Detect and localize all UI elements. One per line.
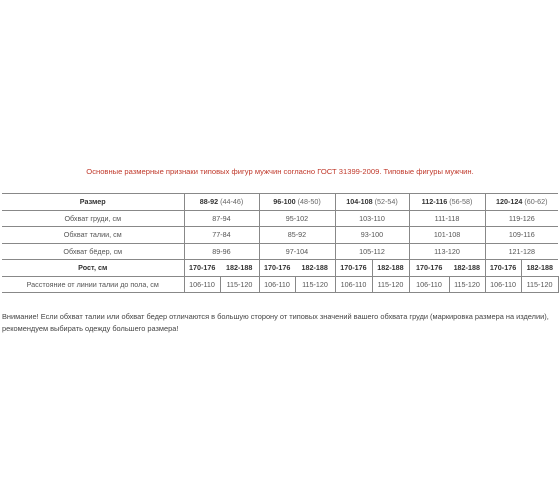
table-cell: 85-92 <box>259 227 335 244</box>
table-cell: 170-176 <box>409 260 449 277</box>
table-cell: 106-110 <box>335 276 372 293</box>
table-cell: 115-120 <box>372 276 409 293</box>
table-cell: 106-110 <box>184 276 220 293</box>
table-cell: 170-176 <box>335 260 372 277</box>
row-label: Обхват талии, см <box>2 227 184 244</box>
table-cell: 109-116 <box>485 227 558 244</box>
table-cell: 87-94 <box>184 210 259 227</box>
table-cell: 105-112 <box>335 243 409 260</box>
warning-note: Внимание! Если обхват талии или обхват бедер отличаются в большую сторону от типовых значений вашего обхвата груди (маркировка размера на изделии), рекомендуем выбирать одежду большего размера! <box>2 312 549 333</box>
table-cell: 111-118 <box>409 210 485 227</box>
header-size-cell: 120-124 (60-62) <box>485 194 558 211</box>
table-cell: 182-188 <box>449 260 485 277</box>
table-cell: 115-120 <box>295 276 335 293</box>
table-cell: 182-188 <box>372 260 409 277</box>
row-label: Расстояние от линии талии до пола, см <box>2 276 184 293</box>
table-cell: 106-110 <box>409 276 449 293</box>
table-cell: 97-104 <box>259 243 335 260</box>
table-cell: 106-110 <box>259 276 295 293</box>
row-label: Рост, см <box>2 260 184 277</box>
row-label: Обхват бёдер, см <box>2 243 184 260</box>
row-label: Обхват груди, см <box>2 210 184 227</box>
table-cell: 95-102 <box>259 210 335 227</box>
table-cell: 101-108 <box>409 227 485 244</box>
table-cell: 106-110 <box>485 276 521 293</box>
table-cell: 115-120 <box>521 276 558 293</box>
table-row-waist <box>2 227 558 244</box>
table-row-distance <box>2 276 558 293</box>
size-chart-table <box>2 193 559 293</box>
table-cell: 170-176 <box>259 260 295 277</box>
header-size-cell: 96-100 (48-50) <box>259 194 335 211</box>
table-cell: 93-100 <box>335 227 409 244</box>
table-cell: 170-176 <box>184 260 220 277</box>
header-size-label: Размер <box>2 194 184 211</box>
table-caption: Основные размерные признаки типовых фигур мужчин согласно ГОСТ 31399-2009. Типовые фигуры мужчин. <box>86 167 474 176</box>
header-size-cell: 112-116 (56-58) <box>409 194 485 211</box>
table-cell: 115-120 <box>220 276 259 293</box>
table-cell: 182-188 <box>295 260 335 277</box>
table-cell: 119-126 <box>485 210 558 227</box>
table-cell: 103-110 <box>335 210 409 227</box>
table-cell: 89-96 <box>184 243 259 260</box>
table-cell: 77-84 <box>184 227 259 244</box>
header-size-cell: 104-108 (52-54) <box>335 194 409 211</box>
header-size-cell: 88-92 (44-46) <box>184 194 259 211</box>
table-cell: 121-128 <box>485 243 558 260</box>
table-row-height <box>2 260 558 277</box>
table-cell: 182-188 <box>521 260 558 277</box>
table-cell: 170-176 <box>485 260 521 277</box>
table-cell: 115-120 <box>449 276 485 293</box>
table-row-hips <box>2 243 558 260</box>
table-cell: 182-188 <box>220 260 259 277</box>
table-header-row <box>2 194 558 211</box>
table-cell: 113-120 <box>409 243 485 260</box>
table-row-chest <box>2 210 558 227</box>
